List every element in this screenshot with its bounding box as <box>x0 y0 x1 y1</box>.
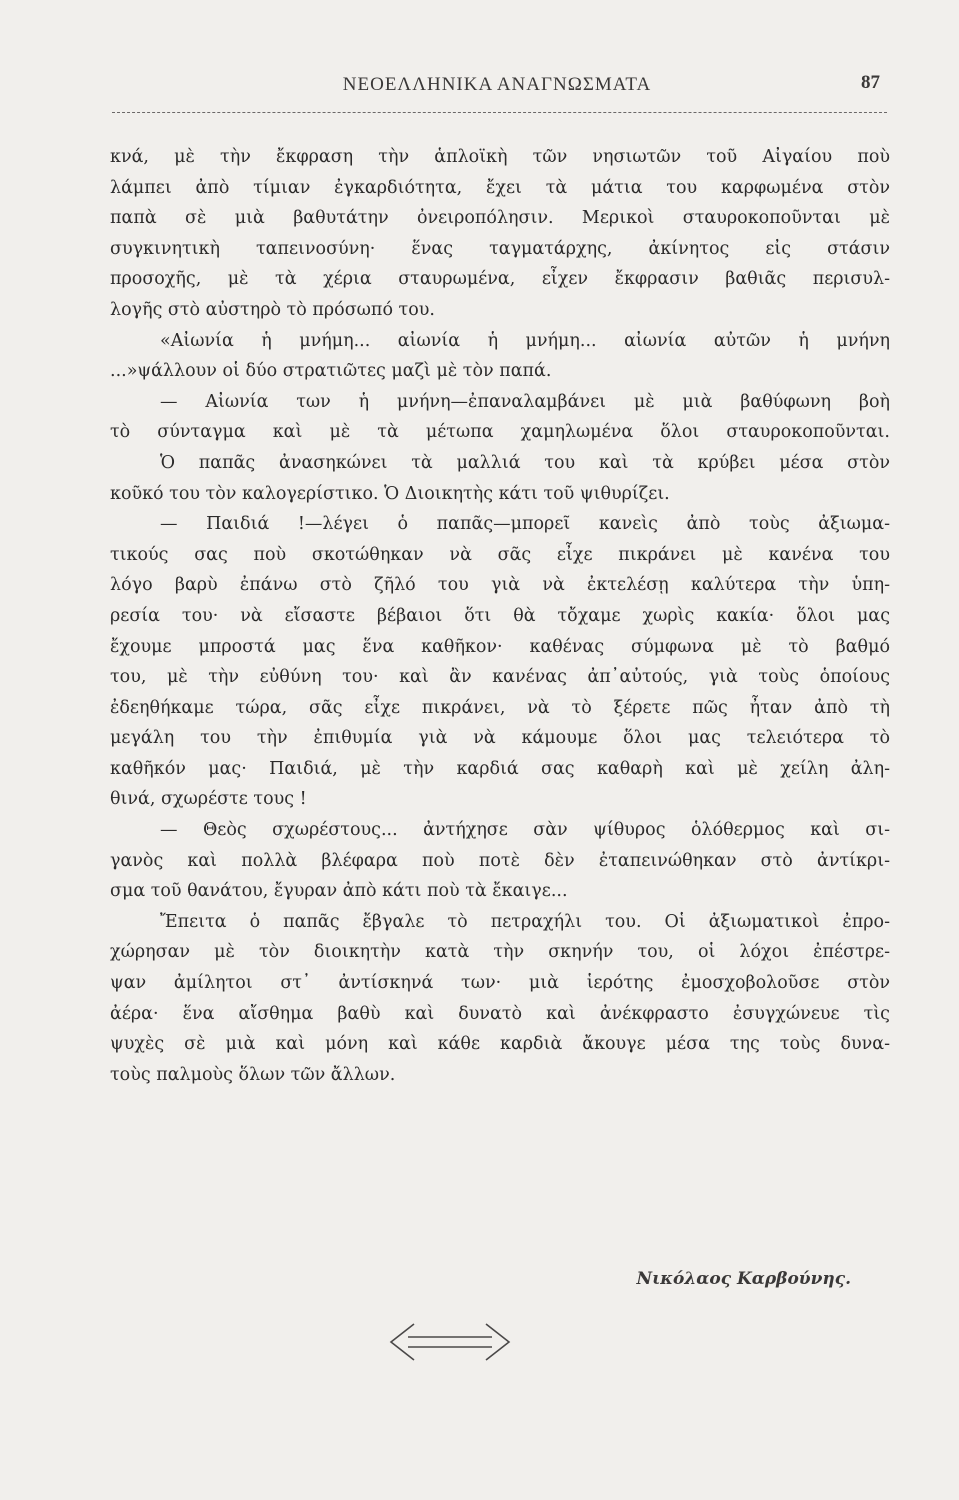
text-line: λογῆς στὸ αὐστηρὸ τὸ πρόσωπό του. <box>110 299 435 320</box>
text-line: Ὁ παπᾶς ἀνασηκώνει τὰ μαλλιά του καὶ τὰ κρύβει μέσα στὸν <box>160 452 890 473</box>
header-rule <box>112 112 887 113</box>
text-line: παπὰ σὲ μιὰ βαθυτάτην ὀνειροπόλησιν. Μερικοὶ σταυροκοποῦνται μὲ <box>110 208 890 229</box>
text-line: ρεσία του· νὰ εἴσαστε βέβαιοι ὅτι θὰ τὄχαμε χωρὶς κακία· ὅλοι μας <box>110 605 890 626</box>
text-line: «Αἰωνία ἡ μνήμη... αἰωνία ἡ μνήμη... αἰωνία αὐτῶν ἡ μνήνη <box>160 330 890 351</box>
text-line: ψαν ἀμίλητοι στ᾿ ἀντίσκηνά των· μιὰ ἱερότης ἐμοσχοβολοῦσε στὸν <box>110 973 890 994</box>
body-text <box>110 142 890 1090</box>
text-line: — Παιδιά !—λέγει ὁ παπᾶς—μπορεῖ κανεὶς ἀπὸ τοὺς ἀξιωμα- <box>160 514 890 535</box>
text-line: λάμπει ἀπὸ τίμιαν ἐγκαρδιότητα, ἔχει τὰ μάτια του καρφωμένα στὸν <box>110 177 890 198</box>
text-line: γανὸς καὶ πολλὰ βλέφαρα ποὺ ποτὲ δὲν ἐταπεινώθηκαν στὸ ἀντίκρι- <box>110 850 890 871</box>
text-line: σμα τοῦ θανάτου, ἔγυραν ἀπὸ κάτι ποὺ τὰ ἔκαιγε... <box>110 881 568 902</box>
text-line: τὸ σύνταγμα καὶ μὲ τὰ μέτωπα χαμηλωμένα ὅλοι σταυροκοποῦνται. <box>110 422 890 443</box>
text-line: του, μὲ τὴν εὐθύνη του· καὶ ἂν κανένας ἀπ᾿αὐτούς, γιὰ τοὺς ὁποίους <box>110 667 890 688</box>
text-line: ἐδεηθήκαμε τώρα, σᾶς εἶχε πικράνει, νὰ τὸ ξέρετε πῶς ἦταν ἀπὸ τὴ <box>110 697 890 718</box>
text-line: — Θεὸς σχωρέστους... ἀντήχησε σὰν ψίθυρος ὁλόθερμος καὶ σι- <box>160 820 890 841</box>
text-line: Ἔπειτα ὁ παπᾶς ἔβγαλε τὸ πετραχήλι του. Οἱ ἀξιωματικοὶ ἐπρο- <box>160 911 890 932</box>
text-line: συγκινητικὴ ταπεινοσύνη· ἕνας ταγματάρχης, ἀκίνητος εἰς στάσιν <box>110 238 890 259</box>
text-line: ἀέρα· ἕνα αἴσθημα βαθὺ καὶ δυνατὸ καὶ ἀνέκφραστο ἐσυγχώνευε τὶς <box>110 1003 890 1024</box>
text-line: θινά, σχωρέστε τους ! <box>110 789 307 810</box>
double-arrow-ornament-icon <box>388 1320 512 1362</box>
running-title: ΝΕΟΕΛΛΗΝΙΚΑ ΑΝΑΓΝΩΣΜΑΤΑ <box>342 74 652 95</box>
text-line: μεγάλη του τὴν ἐπιθυμία γιὰ νὰ κάμουμε ὅλοι μας τελειότερα τὸ <box>110 728 890 749</box>
text-line: χώρησαν μὲ τὸν διοικητὴν κατὰ τὴν σκηνήν του, οἱ λόχοι ἐπέστρε- <box>110 942 890 963</box>
text-line: καθῆκόν μας· Παιδιά, μὲ τὴν καρδιά σας καθαρὴ καὶ μὲ χείλη ἀλη- <box>110 758 890 779</box>
text-line: τικούς σας ποὺ σκοτώθηκαν νὰ σᾶς εἶχε πικράνει μὲ κανένα του <box>110 544 890 565</box>
text-line: κοῦκό του τὸν καλογερίστικο. Ὁ Διοικητὴς κάτι τοῦ ψιθυρίζει. <box>110 483 670 504</box>
text-line: ἔχουμε μπροστά μας ἕνα καθῆκον· καθένας σύμφωνα μὲ τὸ βαθμό <box>110 636 890 657</box>
text-line: ...»ψάλλουν οἱ δύο στρατιῶτες μαζὶ μὲ τὸν παπά. <box>110 361 552 382</box>
text-line: — Αἰωνία των ἡ μνήνη—ἐπαναλαμβάνει μὲ μιὰ βαθύφωνη βοὴ <box>160 391 890 412</box>
text-line: τοὺς παλμοὺς ὅλων τῶν ἄλλων. <box>110 1064 396 1085</box>
running-head <box>112 72 882 104</box>
text-line: ψυχὲς σὲ μιὰ καὶ μόνη καὶ κάθε καρδιὰ ἄκουγε μέσα της τοὺς δυνα- <box>110 1034 890 1055</box>
page-number: 87 <box>861 72 880 93</box>
author-signature: Νικόλαος Καρβούνης. <box>636 1269 851 1289</box>
text-line: κνά, μὲ τὴν ἔκφραση τὴν ἁπλοϊκὴ τῶν νησιωτῶν τοῦ Αἰγαίου ποὺ <box>110 147 890 167</box>
text-line: λόγο βαρὺ ἐπάνω στὸ ζῆλό του γιὰ νὰ ἐκτελέσῃ καλύτερα τὴν ὑπη- <box>110 575 890 596</box>
text-line: προσοχῆς, μὲ τὰ χέρια σταυρωμένα, εἶχεν ἔκφρασιν βαθιᾶς περισυλ- <box>110 269 890 290</box>
